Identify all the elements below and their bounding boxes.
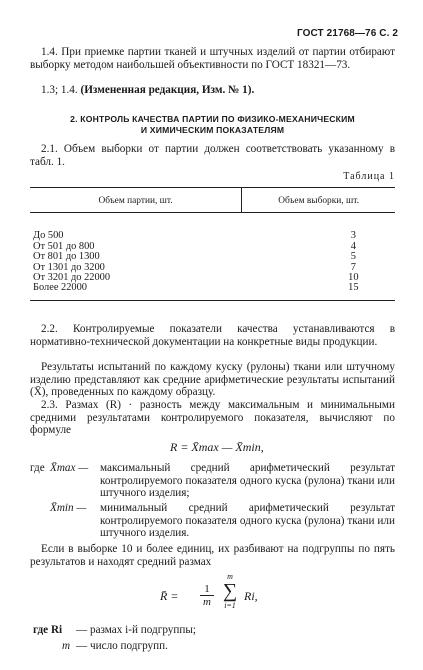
- where-label: где: [30, 462, 45, 474]
- sample-size-cell: 7: [350, 261, 356, 273]
- sample-size-cell: 4: [350, 240, 356, 252]
- paragraph-2-1: 2.1. Объем выборки от партии должен соответствовать указанному в табл. 1.: [30, 143, 395, 168]
- sample-size-cell: 10: [348, 272, 359, 284]
- section-title: [30, 114, 395, 136]
- section-title-line-2: И ХИМИЧЕСКИМ ПОКАЗАТЕЛЯМ: [140, 125, 285, 135]
- edit-reference-prefix: 1.3; 1.4.: [41, 84, 78, 96]
- sample-size-table: [30, 187, 395, 301]
- range-formula: R = X̄max — X̄min,: [170, 440, 264, 454]
- paragraph-1-4: 1.4. При приемке партии тканей и штучных изделий от партии отбирают выборку методом наибольшей объективности по ГОСТ 18321—73.: [30, 46, 395, 71]
- table-caption: Таблица 1: [343, 171, 395, 182]
- formula-ri: Ri,: [244, 589, 258, 603]
- summation: [220, 572, 240, 610]
- mean-range-lhs: R̄ =: [160, 589, 179, 603]
- m-label: m: [62, 640, 71, 652]
- section-title-line-1: 2. КОНТРОЛЬ КАЧЕСТВА ПАРТИИ ПО ФИЗИКО-МЕХАНИЧЕСКИМ: [70, 114, 355, 124]
- xmax-definition: максимальный средний арифметический результат контролируемого показателя одного куска (рулона) ткани или штучного изделия;: [100, 462, 395, 500]
- ri-definition: — размах i-й подгруппы;: [76, 624, 196, 636]
- paragraph-2-3: 2.3. Размах (R) · разность между максимальным и минимальными средними результатами контролируемого показателя, вычисляют по формуле: [30, 399, 395, 437]
- paragraph-2-2: 2.2. Контролируемые показатели качества устанавливаются в нормативно-технической документации на конкретные виды продукции.: [30, 323, 395, 348]
- lot-size-cell: До 500: [33, 230, 64, 242]
- lot-size-cell: Более 22000: [30, 283, 242, 300]
- table-row: [30, 213, 395, 242]
- xmin-definition: минимальный средний арифметический результат контролируемого показателя одного куска (рулона) ткани или штучного изделия.: [100, 502, 395, 540]
- table-header-row: [30, 188, 395, 213]
- lot-size-cell: От 3201 до 22000: [33, 272, 111, 284]
- sum-upper-limit: m: [227, 572, 233, 581]
- m-definition: — число подгрупп.: [76, 640, 168, 652]
- lot-size-cell: От 1301 до 3200: [33, 261, 105, 273]
- fraction-numerator: 1: [200, 583, 214, 596]
- table-row: [30, 283, 395, 300]
- fraction-denominator: m: [203, 596, 211, 608]
- formula-fraction: [200, 583, 214, 608]
- ri-label: где Ri: [33, 624, 63, 636]
- edit-reference: [30, 84, 395, 97]
- lot-size-cell: От 801 до 1300: [33, 251, 100, 263]
- paragraph-subgroups: Если в выборке 10 и более единиц, их разбивают на подгруппы по пять результатов и находят средний размах: [30, 543, 395, 568]
- sample-size-cell: 5: [350, 251, 356, 263]
- sum-sign: ∑: [222, 580, 238, 602]
- edit-reference-note: (Измененная редакция, Изм. № 1).: [80, 84, 255, 96]
- lot-size-cell: От 501 до 800: [33, 240, 95, 252]
- xmax-symbol: X̄max —: [50, 462, 89, 474]
- sum-lower-limit: i=1: [224, 601, 236, 610]
- sample-size-cell: 3: [350, 230, 356, 242]
- sample-size-cell: 15: [242, 283, 395, 300]
- column-header-lot-size: Объем партии, шт.: [30, 188, 242, 213]
- page-header: ГОСТ 21768—76 С. 2: [296, 28, 398, 39]
- xmin-symbol: X̄min —: [50, 502, 87, 514]
- column-header-sample-size: Объем выборки, шт.: [242, 188, 395, 213]
- paragraph-2-2-results: Результаты испытаний по каждому куску (рулоны) ткани или штучному изделию представляют как средние арифметические результаты испытаний (X̄), проведенных по каждому образцу.: [30, 361, 395, 399]
